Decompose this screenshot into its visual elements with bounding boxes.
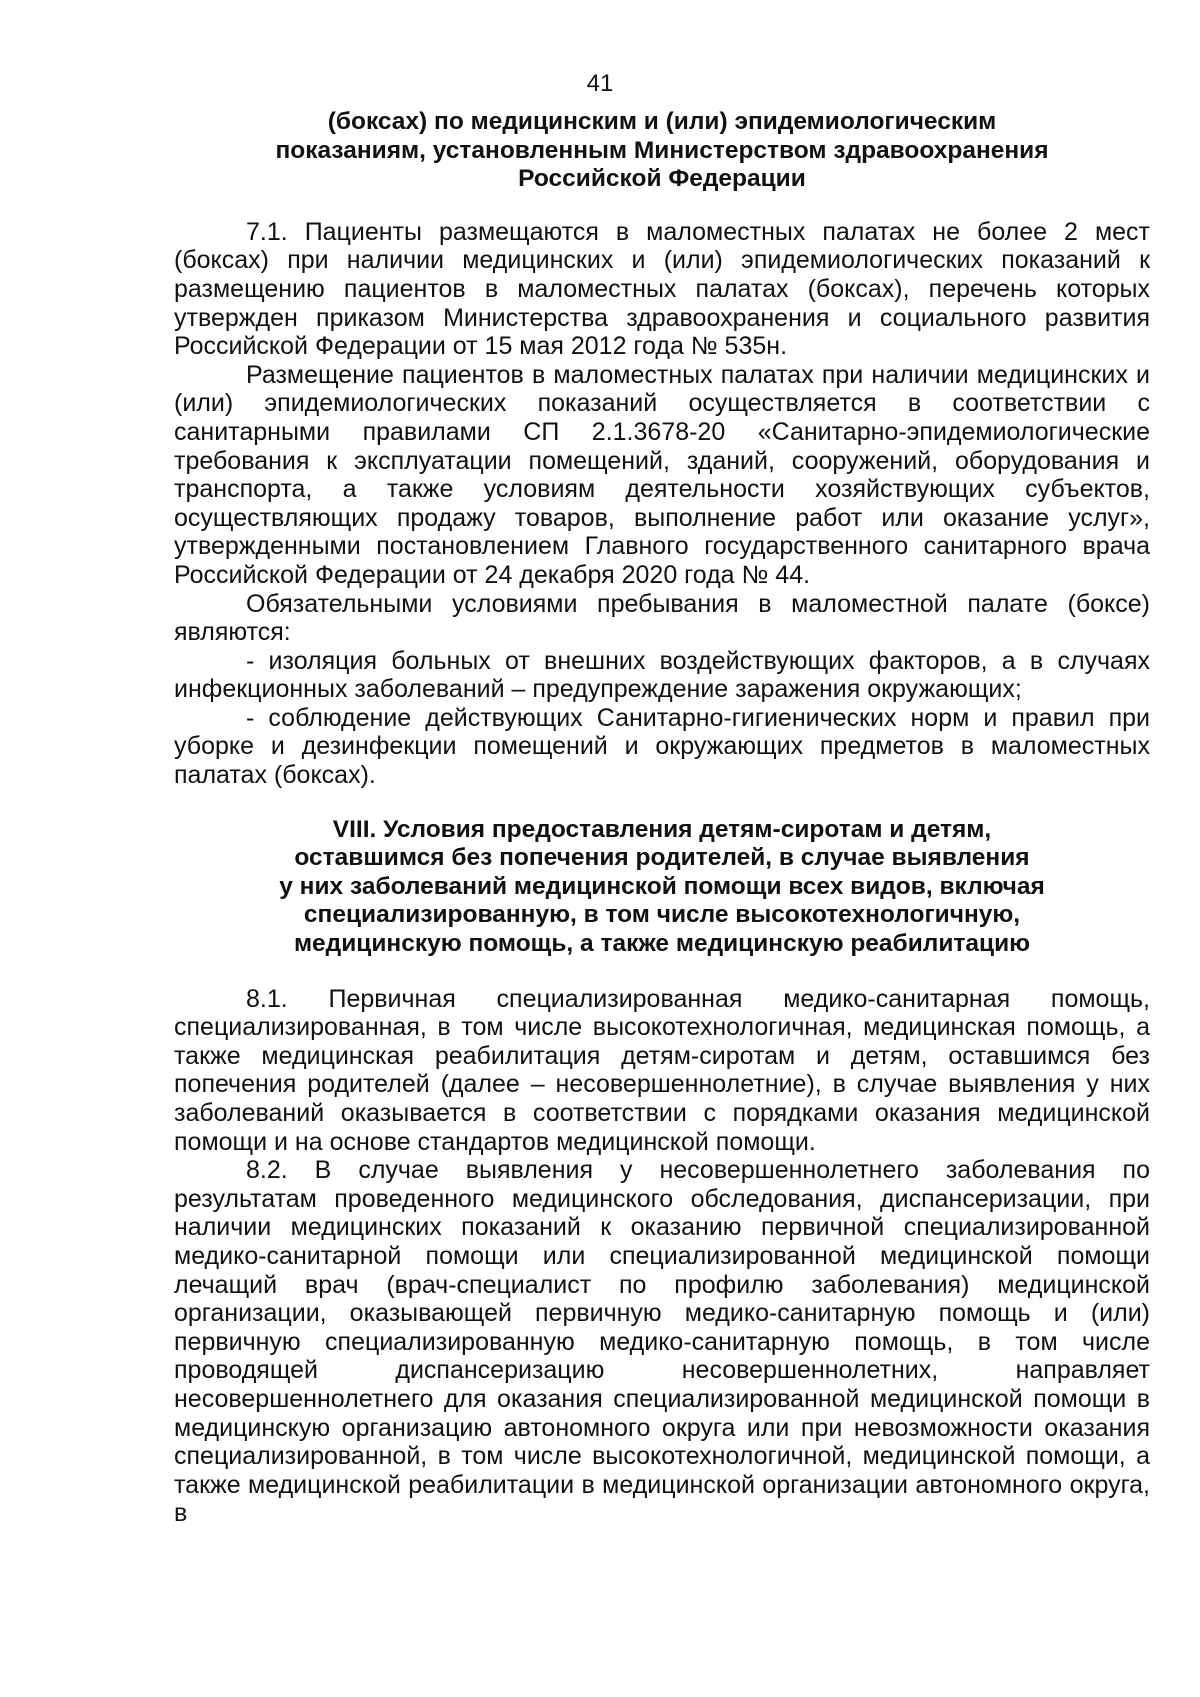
section-7-heading [174,108,1150,194]
paragraph-sanitary: - соблюдение действующих Санитарно-гигиенических норм и правил при уборке и дезинфекции помещений и окружающих предметов в маломестных палатах (боксах). [174,703,1150,790]
paragraph-isolation: - изоляция больных от внешних воздействующих факторов, а в случаях инфекционных заболеваний – предупреждение заражения окружающих; [174,646,1150,704]
heading-line: (боксах) по медицинским и (или) эпидемиологическим [327,108,997,135]
page-number: 41 [586,70,614,97]
heading-line: показаниям, установленным Министерством здравоохранения [275,136,1049,164]
heading-line: специализированную, в том числе высокотехнологичную, [303,901,1021,929]
paragraph-placement: Размещение пациентов в маломестных палатах при наличии медицинских и (или) эпидемиологических показаний осуществляется в соответствии с санитарными правилами СП 2.1.3678-20 «Санитарно-эпидемиологические требования к эксплуатации помещений, зданий, сооружений, оборудования и транспорта, а также условиям деятельности хозяйствующих субъектов, осуществляющих продажу товаров, выполнение работ или оказание услуг», утвержденными постановлением Главного государственного санитарного врача Российской Федерации от 24 декабря 2020 года № 44. [174,360,1150,589]
heading-line: VIII. Условия предоставления детям-сиротам и детям, [332,815,992,843]
paragraph-7-1: 7.1. Пациенты размещаются в маломестных палатах не более 2 мест (боксах) при наличии медицинских и (или) эпидемиологических показаний к размещению пациентов в маломестных палатах (боксах), перечень которых утвержден приказом Министерства здравоохранения и социального развития Российской Федерации от 15 мая 2012 года № 535н. [174,217,1150,361]
section-8-heading [174,816,1150,959]
heading-line: Российской Федерации [518,165,806,193]
document-body [174,108,1150,1528]
paragraph-conditions: Обязательными условиями пребывания в маломестной палате (боксе) являются: [174,589,1150,647]
paragraph-8-2: 8.2. В случае выявления у несовершеннолетнего заболевания по результатам проведенного медицинского обследования, диспансеризации, при наличии медицинских показаний к оказанию первичной специализированной медико-санитарной помощи или специализированной медицинской помощи лечащий врач (врач-специалист по профилю заболевания) медицинской организации, оказывающей первичную медико-санитарную помощь и (или) первичную специализированную медико-санитарную помощь, в том числе проводящей диспансеризацию несовершеннолетних, направляет несовершеннолетнего для оказания специализированной медицинской помощи в медицинскую организацию автономного округа или при невозможности оказания специализированной, в том числе высокотехнологичной, медицинской помощи, а также медицинской реабилитации в медицинской организации автономного округа, в [174,1156,1150,1528]
heading-line: медицинскую помощь, а также медицинскую реабилитацию [293,930,1031,958]
paragraph-8-1: 8.1. Первичная специализированная медико-санитарная помощь, специализированная, в том числе высокотехнологичная, медицинская помощь, а также медицинская реабилитация детям-сиротам и детям, оставшимся без попечения родителей (далее – несовершеннолетние), в случае выявления у них заболеваний оказывается в соответствии с порядками оказания медицинской помощи и на основе стандартов медицинской помощи. [174,984,1150,1156]
heading-line: у них заболеваний медицинской помощи всех видов, включая [279,872,1045,900]
heading-line: оставшимся без попечения родителей, в случае выявления [294,844,1030,872]
